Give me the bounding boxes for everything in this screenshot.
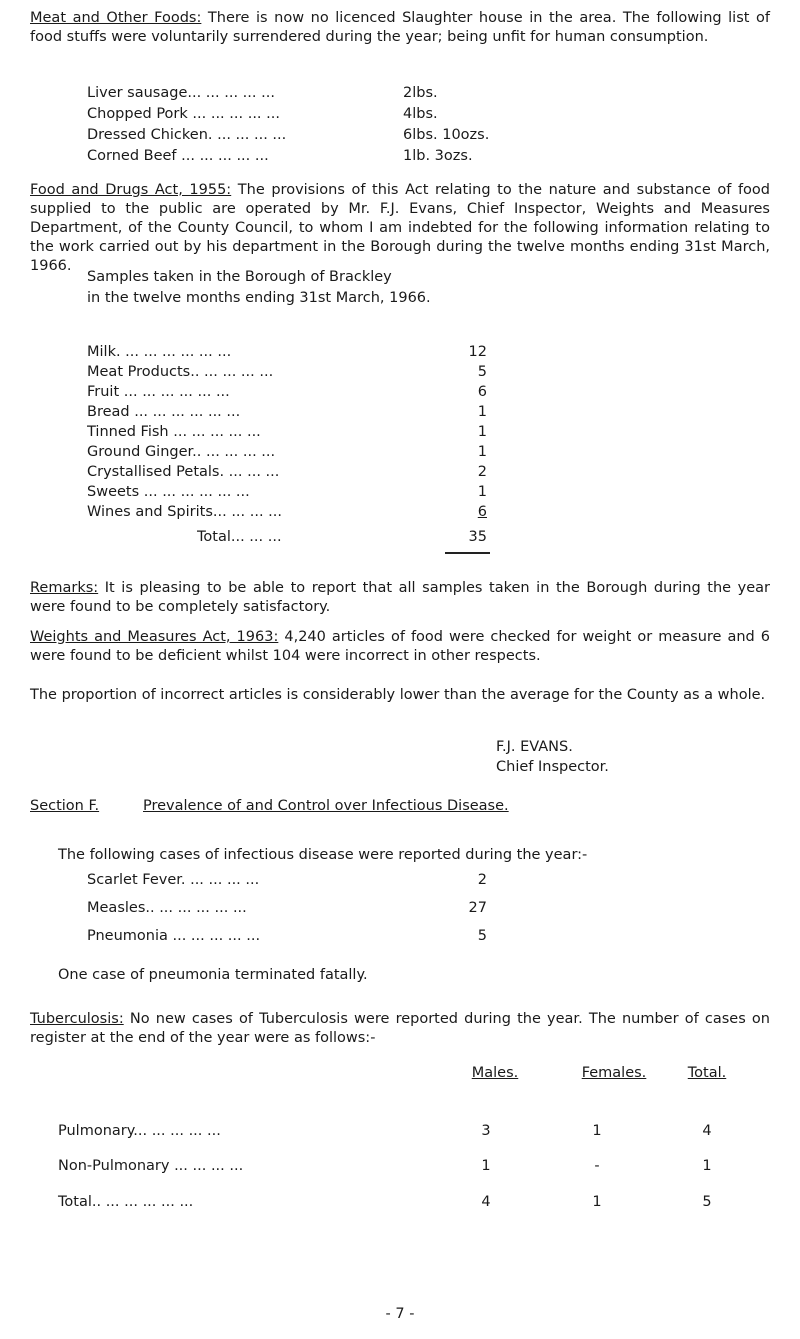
sample-count: 12 — [468, 344, 487, 360]
sample-label: Tinned Fish ... ... ... ... ... — [87, 424, 261, 440]
disease-count: 2 — [477, 872, 487, 888]
disease-label: Scarlet Fever. ... ... ... ... — [87, 872, 260, 888]
sample-count: 6 — [477, 384, 487, 400]
food-drugs-heading: Food and Drugs Act, 1955: — [30, 182, 232, 198]
sample-count: 1 — [477, 404, 487, 420]
page-number: - 7 - — [385, 1306, 415, 1322]
tb-text: No new cases of Tuberculosis were reported during the year. The number of cases on register at the end of the year were as follows:- — [30, 1011, 770, 1046]
remarks-heading: Remarks: — [30, 580, 99, 596]
table-row — [87, 403, 487, 422]
row-label: Total.. ... ... ... ... ... — [58, 1194, 194, 1210]
meat-heading: Meat and Other Foods: — [30, 10, 202, 26]
disease-count: 5 — [477, 928, 487, 944]
meat-text: There is now no licenced Slaughter house in the area. The following list of food stuffs were voluntarily surrendered during the year; being unfit for human consumption. — [30, 10, 770, 45]
sample-label: Milk. ... ... ... ... ... ... — [87, 344, 232, 360]
total-label: Total... ... ... — [197, 529, 282, 545]
section-label: Section F. — [30, 798, 100, 814]
list-item — [87, 105, 547, 124]
tb-paragraph — [30, 1010, 770, 1048]
row-label: Non-Pulmonary ... ... ... ... — [58, 1158, 244, 1174]
item-label: Chopped Pork ... ... ... ... ... — [87, 106, 280, 122]
column-header-males: Males. — [471, 1065, 519, 1081]
sample-label: Bread ... ... ... ... ... ... — [87, 404, 241, 420]
disease-label: Measles.. ... ... ... ... ... — [87, 900, 247, 916]
weights-paragraph — [30, 628, 770, 666]
fatal-case-note: One case of pneumonia terminated fatally. — [58, 967, 368, 983]
cell-males: 3 — [481, 1123, 491, 1139]
cell-females: 1 — [592, 1123, 602, 1139]
cell-total: 4 — [702, 1123, 712, 1139]
weights-text: 4,240 articles of food were checked for weight or measure and 6 were found to be deficient whilst 104 were incorrect in other respects. — [30, 629, 770, 664]
sample-label: Sweets ... ... ... ... ... ... — [87, 484, 250, 500]
infectious-intro: The following cases of infectious disease were reported during the year:- — [58, 847, 588, 863]
food-drugs-text: The provisions of this Act relating to the nature and substance of food supplied to the public are operated by Mr. F.J. Evans, Chief Inspector, Weights and Measures Department, of the County Council, to whom I am indebted for the following information relating to the work carried out by his department in the Borough during the twelve months ending 31st March, 1966. — [30, 182, 771, 274]
item-label: Corned Beef ... ... ... ... ... — [87, 148, 269, 164]
table-row — [87, 483, 487, 502]
cell-females: 1 — [592, 1194, 602, 1210]
total-underline — [445, 552, 490, 554]
disease-count: 27 — [468, 900, 487, 916]
item-value: 2lbs. — [403, 85, 438, 101]
weights-heading: Weights and Measures Act, 1963: — [30, 629, 279, 645]
list-item — [87, 84, 547, 103]
table-row — [87, 343, 487, 362]
table-row — [87, 503, 487, 522]
sample-count: 5 — [477, 364, 487, 380]
item-value: 1lb. 3ozs. — [403, 148, 473, 164]
sample-label: Fruit ... ... ... ... ... ... — [87, 384, 230, 400]
signature-title: Chief Inspector. — [496, 759, 609, 775]
tb-heading: Tuberculosis: — [30, 1011, 124, 1027]
weights-paragraph-2: The proportion of incorrect articles is considerably lower than the average for the County as a whole. — [30, 687, 766, 703]
sample-label: Meat Products.. ... ... ... ... — [87, 364, 274, 380]
table-row-total — [197, 528, 487, 547]
sample-count: 6 — [477, 504, 487, 520]
remarks-text: It is pleasing to be able to report that all samples taken in the Borough during the year were found to be completely satisfactory. — [30, 580, 770, 615]
sample-label: Ground Ginger.. ... ... ... ... — [87, 444, 276, 460]
table-row — [87, 423, 487, 442]
list-item — [87, 927, 487, 946]
meat-paragraph — [30, 9, 770, 47]
cell-total: 5 — [702, 1194, 712, 1210]
sample-count: 2 — [477, 464, 487, 480]
column-header-total: Total. — [687, 1065, 727, 1081]
table-row — [87, 463, 487, 482]
column-header-females: Females. — [581, 1065, 647, 1081]
cell-males: 1 — [481, 1158, 491, 1174]
list-item — [87, 126, 547, 145]
cell-females: - — [594, 1158, 600, 1174]
sample-label: Crystallised Petals. ... ... ... — [87, 464, 280, 480]
samples-title-line2: in the twelve months ending 31st March, 1966. — [87, 290, 431, 306]
total-count: 35 — [468, 529, 487, 545]
remarks-paragraph — [30, 579, 770, 617]
sample-count: 1 — [477, 424, 487, 440]
item-label: Liver sausage... ... ... ... ... — [87, 85, 275, 101]
food-drugs-paragraph — [30, 181, 770, 276]
cell-total: 1 — [702, 1158, 712, 1174]
list-item — [87, 147, 547, 166]
sample-count: 1 — [477, 484, 487, 500]
table-row — [87, 443, 487, 462]
list-item — [87, 871, 487, 890]
signature-name: F.J. EVANS. — [496, 739, 573, 755]
cell-males: 4 — [481, 1194, 491, 1210]
sample-count: 1 — [477, 444, 487, 460]
table-row — [87, 363, 487, 382]
item-value: 6lbs. 10ozs. — [403, 127, 490, 143]
item-value: 4lbs. — [403, 106, 438, 122]
table-row — [87, 383, 487, 402]
sample-label: Wines and Spirits... ... ... ... — [87, 504, 283, 520]
item-label: Dressed Chicken. ... ... ... ... — [87, 127, 287, 143]
section-title: Prevalence of and Control over Infectious Disease. — [143, 798, 509, 814]
row-label: Pulmonary... ... ... ... ... — [58, 1123, 221, 1139]
list-item — [87, 899, 487, 918]
disease-label: Pneumonia ... ... ... ... ... — [87, 928, 261, 944]
samples-title-line1: Samples taken in the Borough of Brackley — [87, 269, 392, 285]
